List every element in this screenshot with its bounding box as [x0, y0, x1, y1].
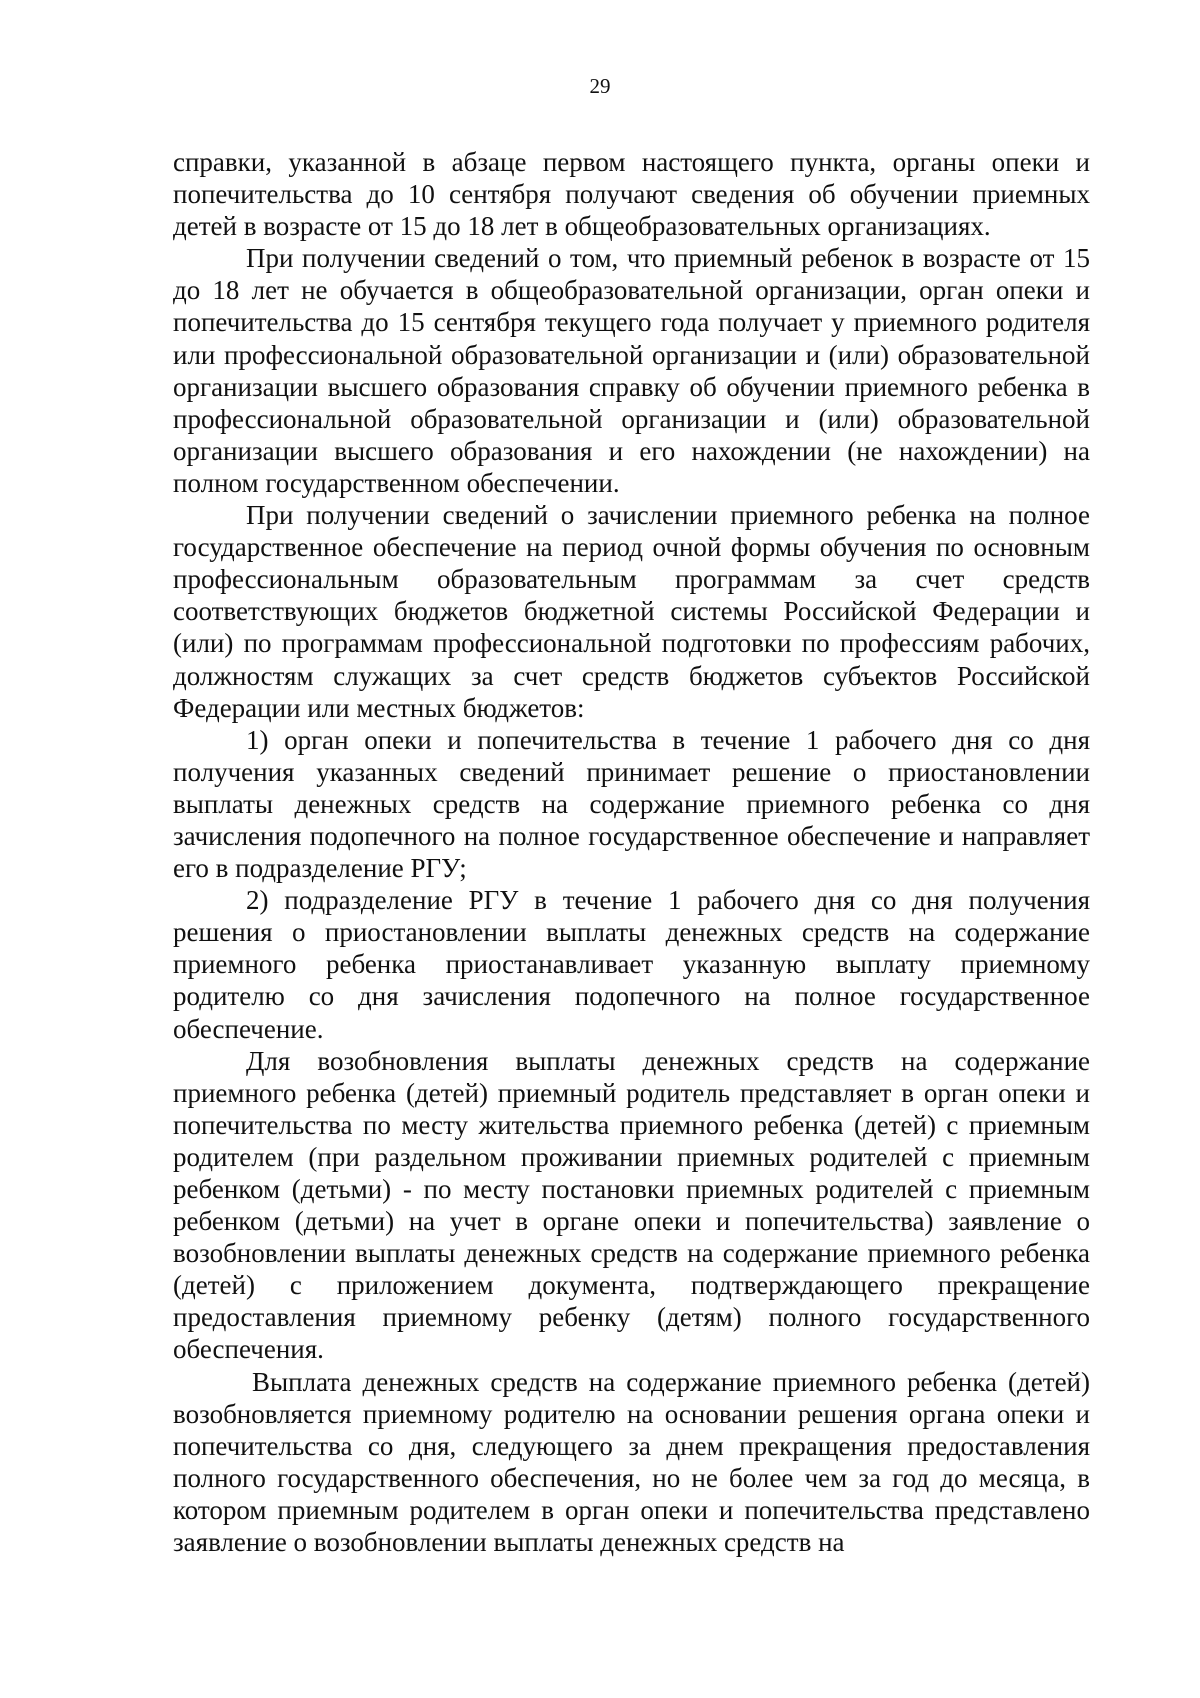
paragraph: При получении сведений о том, что приемный ребенок в возрасте от 15 до 18 лет не обучается в общеобразовательной организации, орган опеки и попечительства до 15 сентября текущего года получает у приемного родителя или профессиональной образовательной организации и (или) образовательной организации высшего образования справку об обучении приемного ребенка в профессиональной образовательной организации и (или) образовательной организации высшего образования и его нахождении (не нахождении) на полном государственном обеспечении.: [173, 243, 1090, 498]
paragraph-continuation: справки, указанной в абзаце первом настоящего пункта, органы опеки и попечительства до 10 сентября получают сведения об обучении приемных детей в возрасте от 15 до 18 лет в общеобразовательных организациях.: [173, 147, 1090, 242]
paragraph: Для возобновления выплаты денежных средств на содержание приемного ребенка (детей) приемный родитель представляет в орган опеки и попечительства по месту жительства приемного ребенка (детей) с приемным родителем (при раздельном проживании приемных родителей с приемным ребенком (детьми) - по месту постановки приемных родителей с приемным ребенком (детьми) на учет в органе опеки и попечительства) заявление о возобновлении выплаты денежных средств на содержание приемного ребенка (детей) с приложением документа, подтверждающего прекращение предоставления приемному ребенку (детям) полного государственного обеспечения.: [173, 1045, 1090, 1365]
document-body: [173, 146, 1090, 1558]
paragraph: При получении сведений о зачислении приемного ребенка на полное государственное обеспечение на период очной формы обучения по основным профессиональным образовательным программам за счет средств соответствующих бюджетов бюджетной системы Российской Федерации и (или) по программам профессиональной подготовки по профессиям рабочих, должностям служащих за счет средств бюджетов субъектов Российской Федерации или местных бюджетов:: [173, 500, 1090, 723]
list-item-1: 1) орган опеки и попечительства в течение 1 рабочего дня со дня получения указанных сведений принимает решение о приостановлении выплаты денежных средств на содержание приемного ребенка со дня зачисления подопечного на полное государственное обеспечение и направляет его в подразделение РГУ;: [173, 724, 1090, 884]
paragraph: Выплата денежных средств на содержание приемного ребенка (детей) возобновляется приемному родителю на основании решения органа опеки и попечительства со дня, следующего за днем прекращения предоставления полного государственного обеспечения, но не более чем за год до месяца, в котором приемным родителем в орган опеки и попечительства представлено заявление о возобновлении выплаты денежных средств на: [173, 1366, 1090, 1558]
list-item-2: 2) подразделение РГУ в течение 1 рабочего дня со дня получения решения о приостановлении выплаты денежных средств на содержание приемного ребенка приостанавливает указанную выплату приемному родителю со дня зачисления подопечного на полное государственное обеспечение.: [173, 885, 1090, 1044]
page-number: 29: [589, 74, 611, 98]
